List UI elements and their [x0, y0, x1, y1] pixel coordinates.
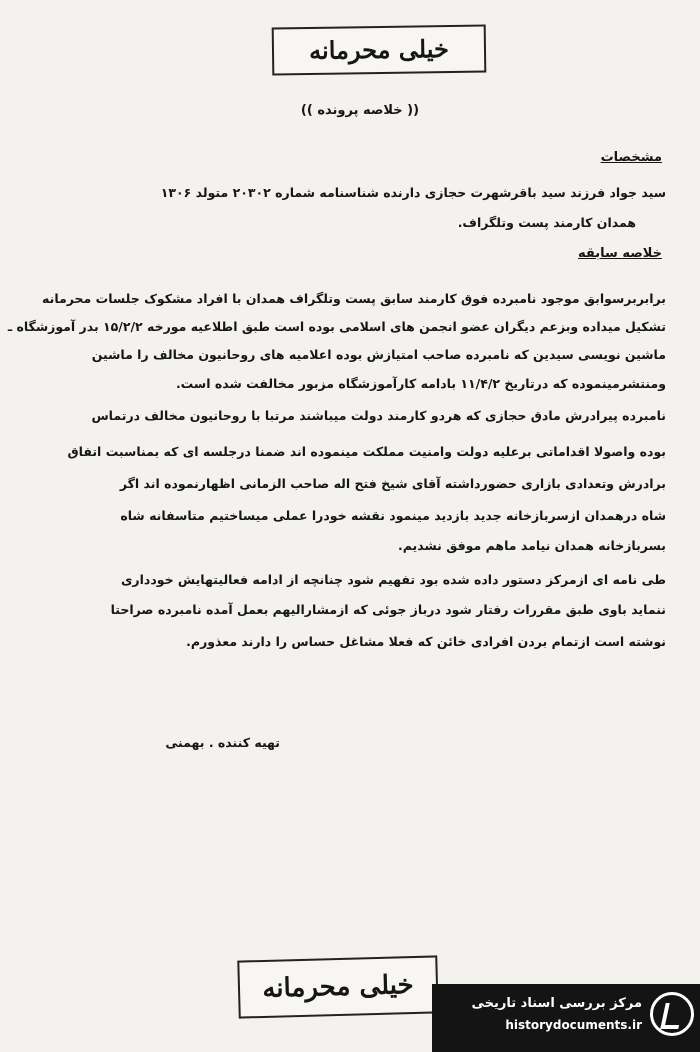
background-line-2: تشکیل میداده وبزعم دیگران عضو انجمن های اسلامی بوده است طبق اطلاعیه مورخه ۱۵/۲/۲ بدر آموزشگاه ـ — [7, 319, 666, 334]
background-line-4: ومنتشرمینموده که درتاریخ ۱۱/۴/۲ بادامه کارآموزشگاه مزبور مخالفت شده است. — [175, 376, 666, 391]
identity-heading: مشخصات — [600, 150, 662, 165]
footer-url: historydocuments.ir — [505, 1018, 642, 1032]
bottom-confidential-stamp: خیلی محرمانه — [237, 955, 438, 1018]
background-line-5: نامبرده پیرادرش مادق حجازی که هردو کارمند دولت میباشند مرتبا با روحانیون مخالف درتماس — [91, 408, 666, 423]
summary-title: (( خلاصه پرونده )) — [300, 103, 420, 118]
background-line-7: برادرش وتعدادی بازاری حضورداشته آقای شیخ فتح اله صاحب الزمانی اظهارنموده اند اگر — [119, 476, 666, 491]
background-line-9: بسربازخانه همدان نیامد ماهم موفق نشدیم. — [398, 538, 666, 553]
background-heading: خلاصه سابقه — [578, 246, 662, 261]
history-documents-logo-icon — [650, 992, 694, 1036]
background-line-12: نوشته است ازتمام بردن افرادی خائن که فعلا مشاغل حساس را دارند معذورم. — [186, 634, 666, 649]
identity-line-1: سید جواد فرزند سید باقرشهرت حجازی دارنده شناسنامه شماره ۲۰۳۰۲ متولد ۱۳۰۶ — [160, 185, 666, 200]
background-line-1: برابربرسوابق موجود نامبرده فوق کارمند سابق پست وتلگراف همدان با افراد مشکوک جلسات محرمانه — [42, 291, 666, 306]
background-line-10: طی نامه ای ازمرکز دستور داده شده بود تفهیم شود چنانچه از ادامه فعالیتهایش خودداری — [120, 572, 666, 587]
top-confidential-stamp: خیلی محرمانه — [272, 25, 487, 76]
watermark-footer — [432, 984, 700, 1052]
background-line-8: شاه درهمدان ازسربازخانه جدید بازدید مینمود نقشه خودرا عملی میساختیم متاسفانه شاه — [120, 508, 666, 523]
background-line-11: ننماید باوی طبق مقررات رفتار شود درباز جوئی که ازمشارالیهم بعمل آمده نامبرده صراحتا — [110, 602, 666, 617]
background-line-6: بوده واصولا اقداماتی برعلیه دولت وامنیت مملکت مینموده اند ضمنا درجلسه ای که بمناسبت اتفاق — [67, 444, 666, 459]
identity-line-2: همدان کارمند پست وتلگراف. — [457, 215, 636, 230]
background-line-3: ماشین نویسی سیدین که نامبرده صاحب امتیازش بوده اعلامیه های روحانیون مخالف را ماشین — [91, 347, 666, 362]
footer-title: مرکز بررسی اسناد تاریخی — [471, 996, 642, 1011]
prepared-by-signature: تهیه کننده . بهمنی — [165, 735, 280, 750]
